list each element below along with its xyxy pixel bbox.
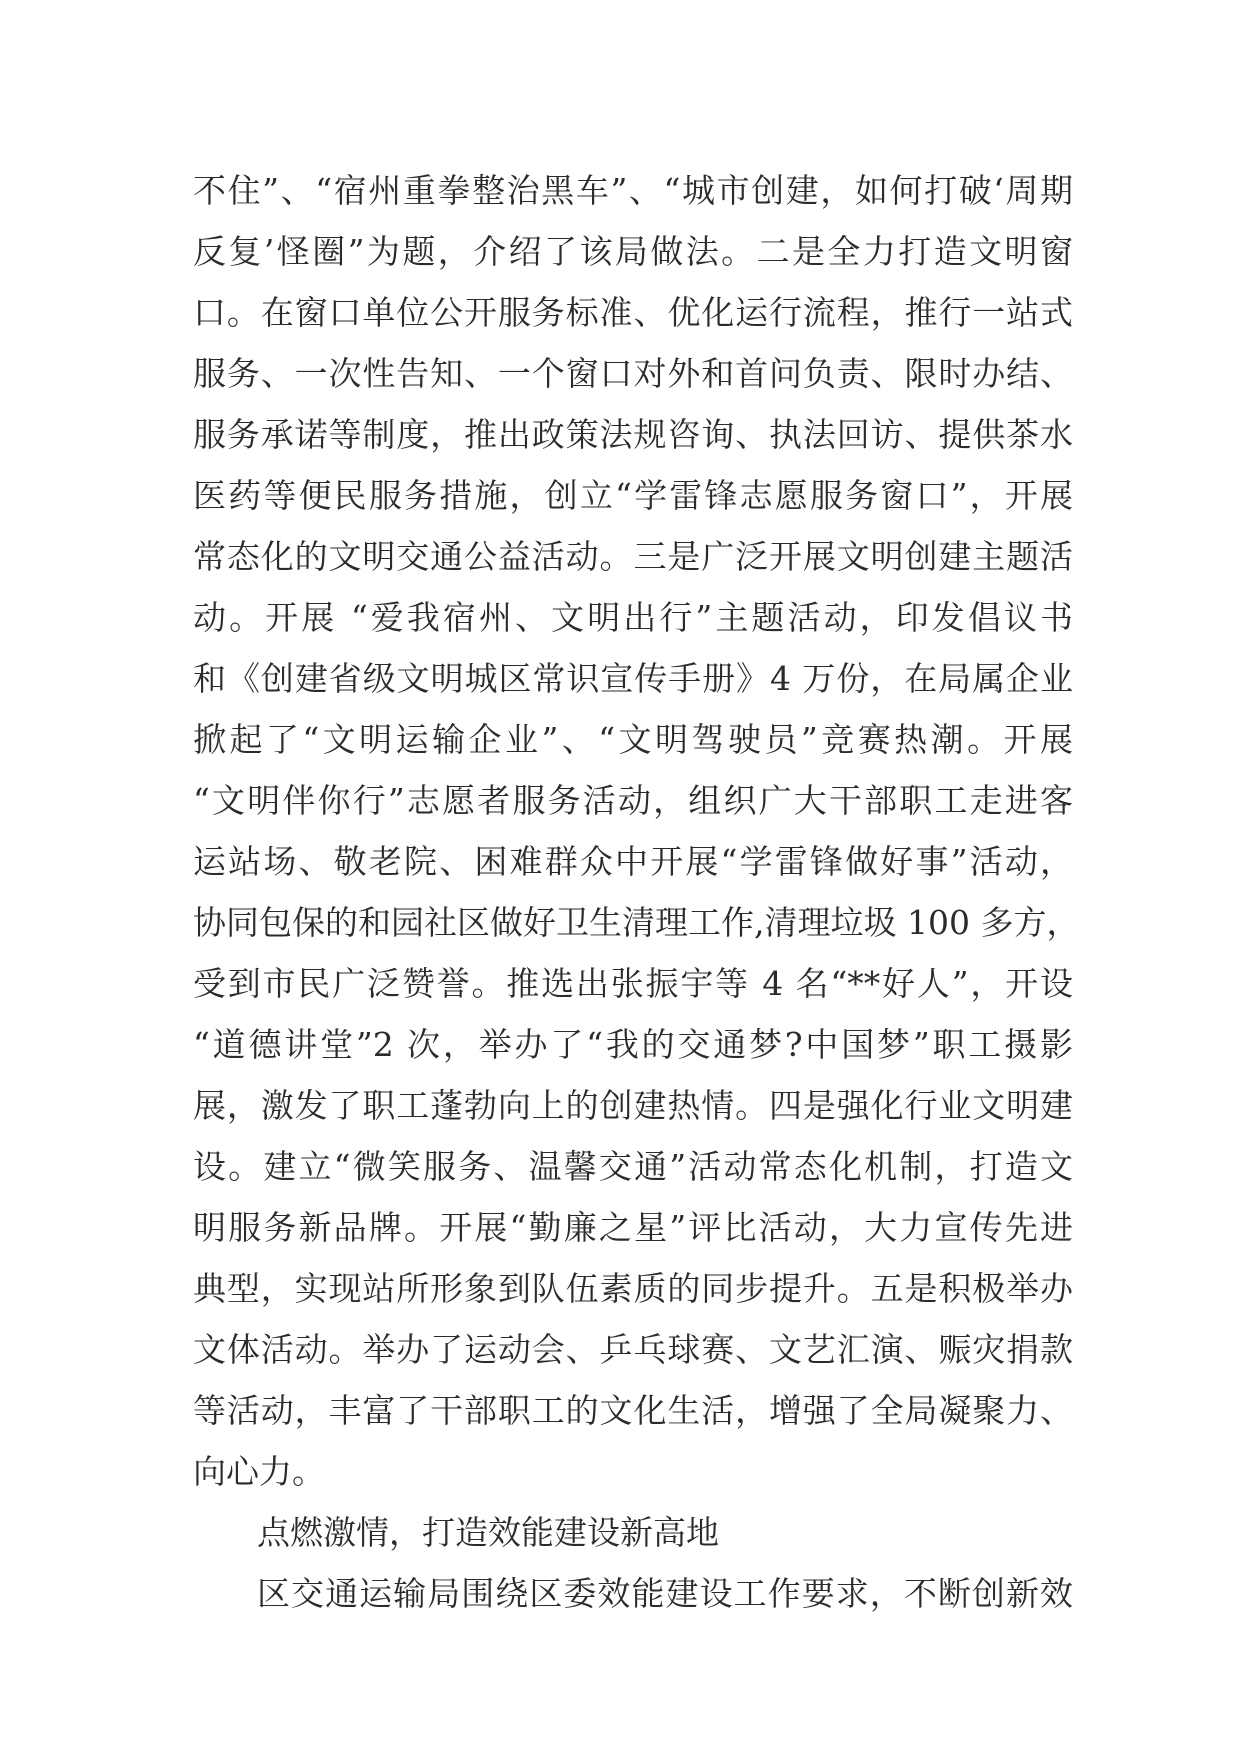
text-line: “文明伴你行”志愿者服务活动，组织广大干部职工走进客 (193, 781, 1073, 820)
text-line: 明服务新品牌。开展“勤廉之星”评比活动，大力宣传先进 (193, 1208, 1073, 1247)
section-heading: 点燃激情，打造效能建设新高地 (257, 1513, 719, 1552)
text-line: 常态化的文明交通公益活动。三是广泛开展文明创建主题活 (193, 537, 1073, 576)
text-line: 动。开展 “爱我宿州、文明出行”主题活动，印发倡议书 (193, 598, 1073, 637)
text-line: 口。在窗口单位公开服务标准、优化运行流程，推行一站式 (193, 293, 1073, 332)
text-line: 受到市民广泛赞誉。推选出张振宇等 4 名“**好人”，开设 (193, 964, 1073, 1003)
text-line: 掀起了“文明运输企业”、“文明驾驶员”竞赛热潮。开展 (193, 720, 1073, 759)
text-line: “道德讲堂”2 次，举办了“我的交通梦?中国梦”职工摄影 (193, 1025, 1073, 1064)
body-text (193, 160, 1080, 1624)
text-line: 典型，实现站所形象到队伍素质的同步提升。五是积极举办 (193, 1269, 1073, 1308)
text-line: 向心力。 (193, 1452, 325, 1491)
text-line: 文体活动。举办了运动会、乒乓球赛、文艺汇演、赈灾捐款 (193, 1330, 1073, 1369)
text-line: 运站场、敬老院、困难群众中开展“学雷锋做好事”活动， (193, 842, 1073, 881)
text-line: 服务承诺等制度，推出政策法规咨询、执法回访、提供茶水 (193, 415, 1073, 454)
text-line: 展，激发了职工蓬勃向上的创建热情。四是强化行业文明建 (193, 1086, 1073, 1125)
text-line: 和《创建省级文明城区常识宣传手册》4 万份，在局属企业 (193, 659, 1073, 698)
paragraph-start: 区交通运输局围绕区委效能建设工作要求，不断创新效 (257, 1574, 1073, 1613)
text-line: 等活动，丰富了干部职工的文化生活，增强了全局凝聚力、 (193, 1391, 1073, 1430)
text-line: 服务、一次性告知、一个窗口对外和首问负责、限时办结、 (193, 354, 1073, 393)
text-line: 医药等便民服务措施，创立“学雷锋志愿服务窗口”，开展 (193, 476, 1073, 515)
text-line: 协同包保的和园社区做好卫生清理工作,清理垃圾 100 多方， (193, 903, 1080, 942)
text-line: 反复’怪圈”为题，介绍了该局做法。二是全力打造文明窗 (193, 232, 1073, 271)
text-line: 不住”、“宿州重拳整治黑车”、“城市创建，如何打破‘周期 (193, 171, 1073, 210)
text-line: 设。建立“微笑服务、温馨交通”活动常态化机制，打造文 (193, 1147, 1073, 1186)
